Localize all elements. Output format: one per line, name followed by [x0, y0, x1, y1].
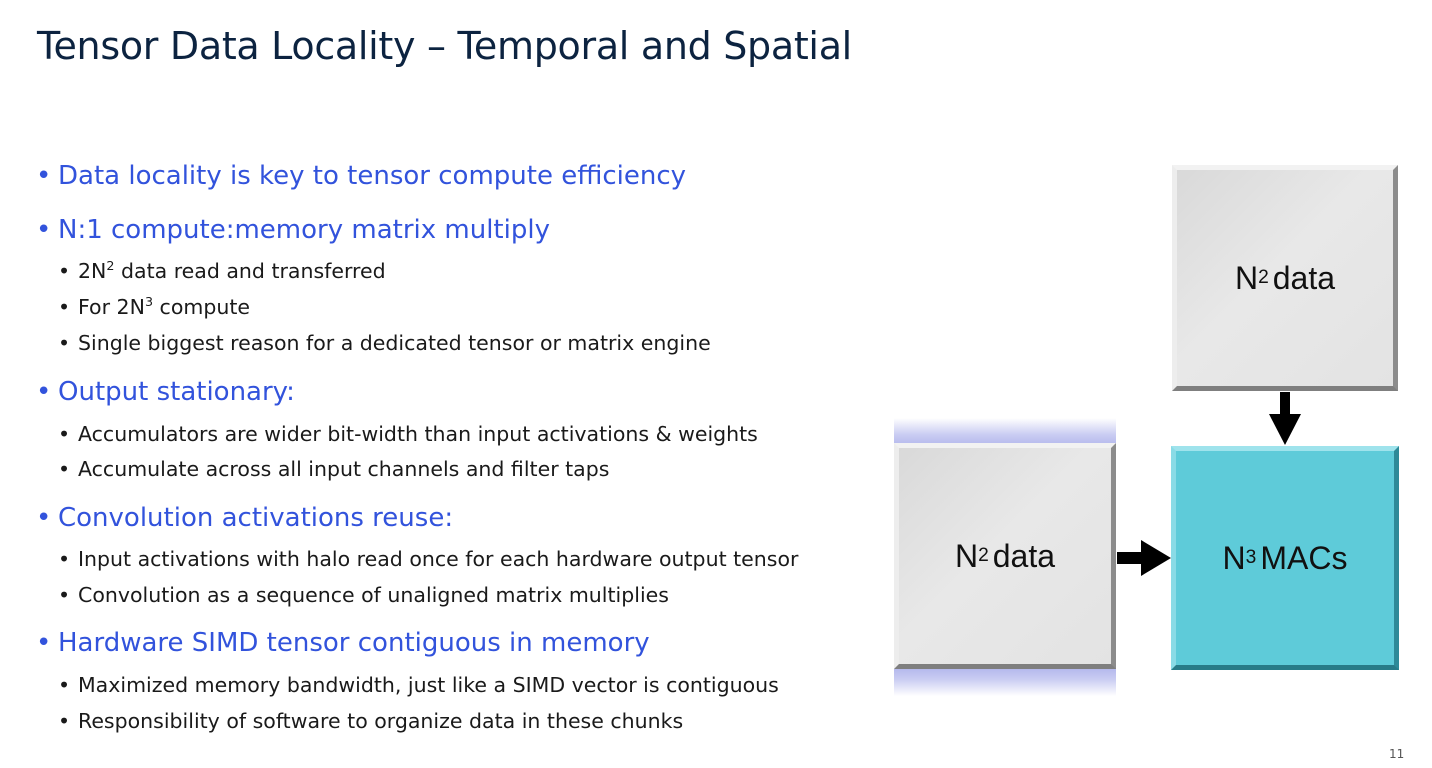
left-data-box: N 2 data: [894, 443, 1116, 669]
bullet-text: Data locality is key to tensor compute efficiency: [58, 161, 687, 191]
bullet-dot: •: [36, 377, 52, 407]
sub-bullet-item: • $2N^2$ data read and transferred: [58, 258, 386, 283]
sub-bullet-item: • Accumulators are wider bit-width than input activations & weights: [58, 422, 758, 446]
sub-bullet-dot: •: [58, 547, 71, 571]
bullet-dot: •: [36, 161, 52, 191]
page-number: 11: [1389, 747, 1405, 761]
bullet-item: [36, 377, 295, 407]
sub-bullet-item: • For $2N^3$ compute: [58, 294, 250, 319]
sub-bullet-item: • Single biggest reason for a dedicated tensor or matrix engine: [58, 331, 711, 355]
sub-bullet-item: • Responsibility of software to organize data in these chunks: [58, 709, 684, 733]
sub-bullet-item: • Convolution as a sequence of unaligned matrix multiplies: [58, 583, 669, 607]
bullet-text: Convolution activations reuse:: [58, 503, 454, 533]
sub-bullet-dot: •: [58, 295, 71, 319]
sub-bullet-dot: •: [58, 259, 71, 283]
sub-bullet-dot: •: [58, 457, 71, 481]
bullet-item: [36, 215, 550, 245]
bullet-item: [36, 628, 650, 658]
top-data-box: N 2 data: [1172, 165, 1398, 391]
mac-box: N 3 MACs: [1171, 446, 1399, 670]
bullet-item: [36, 161, 686, 191]
bullet-dot: •: [36, 215, 52, 245]
sub-bullet-item: • Accumulate across all input channels and filter taps: [58, 457, 610, 481]
bullet-text: Hardware SIMD tensor contiguous in memory: [58, 628, 650, 658]
left-box-top-shadow-band: [894, 418, 1116, 446]
sub-bullet-dot: •: [58, 331, 71, 355]
bullet-text: Output stationary:: [58, 377, 295, 407]
bullet-dot: •: [36, 503, 52, 533]
sub-bullet-dot: •: [58, 422, 71, 446]
bullet-text: N:1 compute:memory matrix multiply: [58, 215, 550, 245]
sub-bullet-item: • Maximized memory bandwidth, just like a SIMD vector is contiguous: [58, 673, 779, 697]
right-arrow-icon: [1117, 540, 1171, 576]
sub-bullet-dot: •: [58, 673, 71, 697]
sub-bullet-dot: •: [58, 709, 71, 733]
left-box-bottom-shadow-band: [894, 668, 1116, 696]
slide-title: Tensor Data Locality – Temporal and Spatial: [37, 24, 852, 68]
down-arrow-icon: [1269, 392, 1301, 445]
bullet-item: [36, 503, 453, 533]
sub-bullet-dot: •: [58, 583, 71, 607]
bullet-dot: •: [36, 628, 52, 658]
sub-bullet-item: • Input activations with halo read once for each hardware output tensor: [58, 547, 799, 571]
